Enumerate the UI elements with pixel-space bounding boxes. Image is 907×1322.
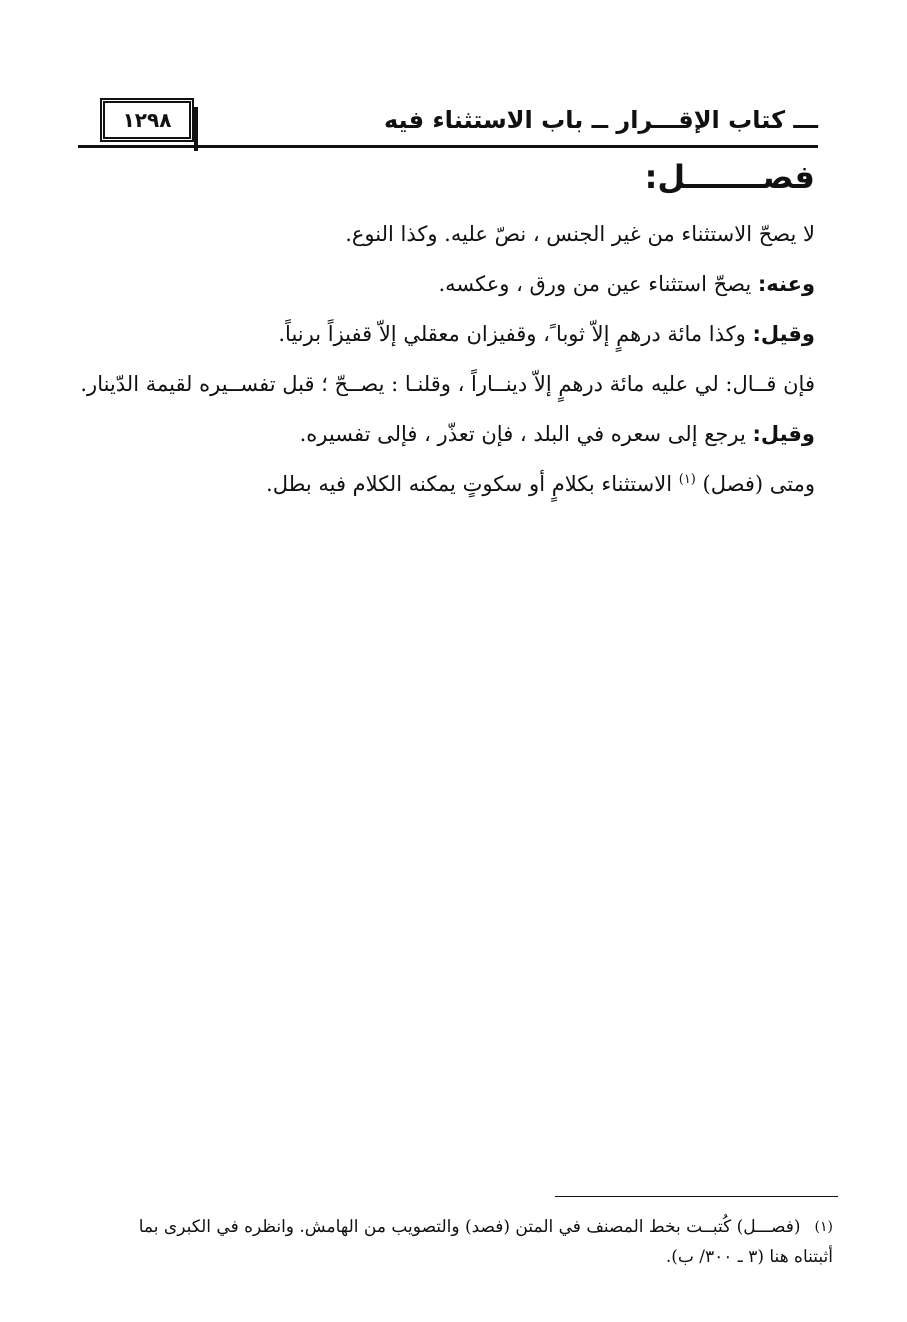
header-rule [78,145,818,148]
paragraph-1 [75,212,815,256]
footnote-line-2 [95,1242,833,1272]
paragraph-6-text-before: ومتى (فصل) [695,472,815,496]
paragraph-2 [75,262,815,306]
paragraph-5-lead: وقيل: [752,422,815,446]
paragraph-2-text: يصحّ استثناء عين من ورق ، وعكسه. [438,272,758,296]
paragraph-6 [75,462,815,506]
page-header [78,92,818,154]
paragraph-1-text: لا يصحّ الاستثناء من غير الجنس ، نصّ عليه. وكذا النوع. [345,222,815,246]
footnote-marker: (١) [814,1219,833,1235]
footnote [95,1212,833,1272]
running-title: ـــ كتاب الإقـــرار ــ باب الاستثناء فيه [378,106,818,134]
footnote-text-1: (فصـــل) كُتبــت بخط المصنف في المتن (فصد) والتصويب من الهامش. وانظره في الكبرى بما [138,1217,801,1237]
paragraph-5-text: يرجع إلى سعره في البلد ، فإن تعذّر ، فإلى تفسيره. [299,422,753,446]
footnote-line-1 [95,1212,833,1242]
paragraph-5 [75,412,815,456]
footnote-separator [555,1196,838,1197]
page-number: ١٢٩٨ [122,108,172,132]
footnote-text-2: أثبتناه هنا (٣ ـ ٣٠٠/ ب). [665,1247,833,1267]
paragraph-3-text: وكذا مائة درهمٍ إلاّ ثوبا ً، وقفيزان معقلي إلاّ قفيزاً برنياً. [278,322,753,346]
body-text [75,212,815,512]
paragraph-2-lead: وعنه: [757,272,815,296]
paragraph-4-text: فإن قــال: لي عليه مائة درهمٍ إلاّ دينــاراً ، وقلنـا : يصــحّ ؛ قبل تفســيره لقيمة الدّينار. [80,372,815,396]
page-number-box [100,98,194,142]
footnote-reference[interactable]: (١) [678,472,696,487]
paragraph-6-text-after: الاستثناء بكلامٍ أو سكوتٍ يمكنه الكلام فيه بطل. [266,472,679,496]
section-heading: فصـــــــل: [644,158,815,196]
paragraph-4 [75,362,815,406]
paragraph-3 [75,312,815,356]
paragraph-3-lead: وقيل: [752,322,815,346]
